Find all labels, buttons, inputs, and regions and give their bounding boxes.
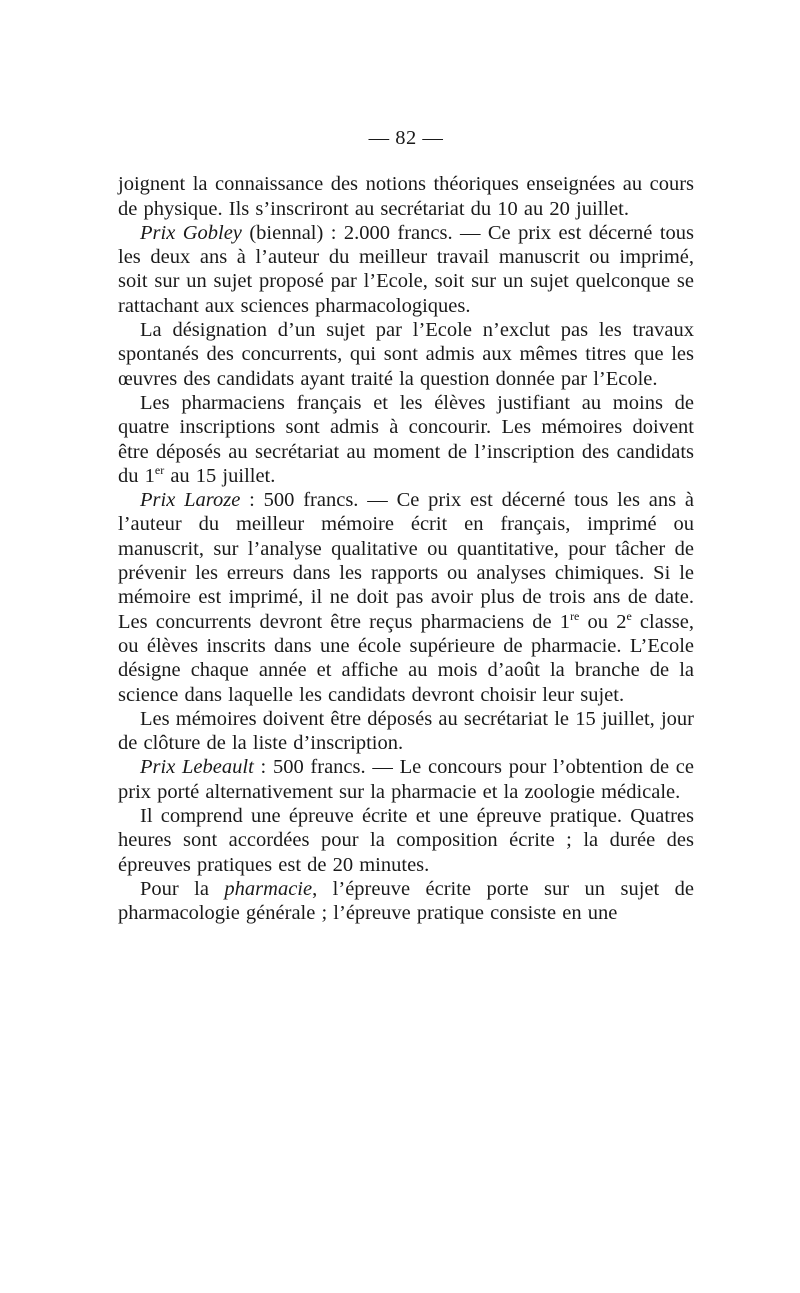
paragraph <box>118 707 694 756</box>
emphasis-text: pharmacie <box>224 877 313 900</box>
prize-title: Prix Lebeault <box>140 756 254 779</box>
paragraph-prix-lebeault <box>118 755 694 804</box>
paragraph-text: : 500 francs. — Le concours pour l’obtention de ce prix porté alternativement sur la pharmacie et la zoologie médicale. <box>118 756 694 803</box>
paragraph-text: La désignation d’un sujet par l’Ecole n’exclut pas les travaux spontanés des concurrents, qui sont admis aux mêmes titres que les œuvres des candidats ayant traité la question donnée par l’Ecole. <box>118 319 694 390</box>
prize-title: Prix Laroze <box>140 489 241 512</box>
paragraph-text: : 500 francs. — Ce prix est décerné tous les ans à l’auteur du meilleur mémoire écrit en français, imprimé ou manuscrit, sur l’analyse qualitative ou quantitative, pour tâcher de prévenir les erreurs dans les rapports ou analyses chimiques. Si le mémoire est imprimé, il ne doit pas avoir plus de trois ans de date. Les concurrents devront être reçus pharmaciens de 1 <box>118 489 694 633</box>
paragraph-text: , l’épreuve écrite porte sur un sujet de pharmacologie générale ; l’épreuve pratique consiste en une <box>118 877 694 925</box>
paragraph-text: Il comprend une épreuve écrite et une épreuve pratique. Quatres heures sont accordées pour la composition écrite ; la durée des épreuves pratiques est de 20 minutes. <box>118 805 694 876</box>
document-page <box>118 126 694 926</box>
paragraph-text: ou 2 <box>579 610 627 633</box>
paragraph-text: Les mémoires doivent être déposés au secrétariat le 15 juillet, jour de clôture de la liste d’inscription. <box>118 707 694 755</box>
prize-title: Prix Gobley <box>140 221 242 244</box>
paragraph-text: classe, ou élèves inscrits dans une école supérieure de pharmacie. L’Ecole désigne chaque année et affiche au mois d’août la branche de la science dans laquelle les candidats devront choisir leur sujet. <box>118 610 695 706</box>
superscript: re <box>570 608 580 623</box>
superscript: er <box>154 463 165 478</box>
paragraph <box>118 877 694 926</box>
paragraph <box>118 391 694 488</box>
paragraph <box>118 804 694 877</box>
superscript: e <box>626 608 632 623</box>
paragraph-text: Pour la <box>140 877 225 900</box>
page-number: — 82 — <box>368 127 444 149</box>
paragraph <box>118 172 694 221</box>
paragraph-prix-gobley <box>118 221 694 318</box>
paragraph <box>118 318 694 391</box>
paragraph-prix-laroze <box>118 488 694 707</box>
paragraph-text: au 15 juillet. <box>164 464 276 487</box>
paragraph-text: (biennal) : 2.000 francs. — Ce prix est décerné tous les deux ans à l’auteur du meilleur travail manuscrit ou imprimé, soit sur un sujet proposé par l’Ecole, soit sur un sujet quelconque se rattachant aux sciences pharmacologiques. <box>118 221 694 317</box>
paragraph-text: Les pharmaciens français et les élèves justifiant au moins de quatre inscriptions sont admis à concourir. Les mémoires doivent être déposés au secrétariat au moment de l’inscription des candidats du 1 <box>118 391 694 487</box>
paragraph-text: joignent la connaissance des notions théoriques enseignées au cours de physique. Ils s’inscriront au secrétariat du 10 au 20 juillet. <box>118 173 694 220</box>
